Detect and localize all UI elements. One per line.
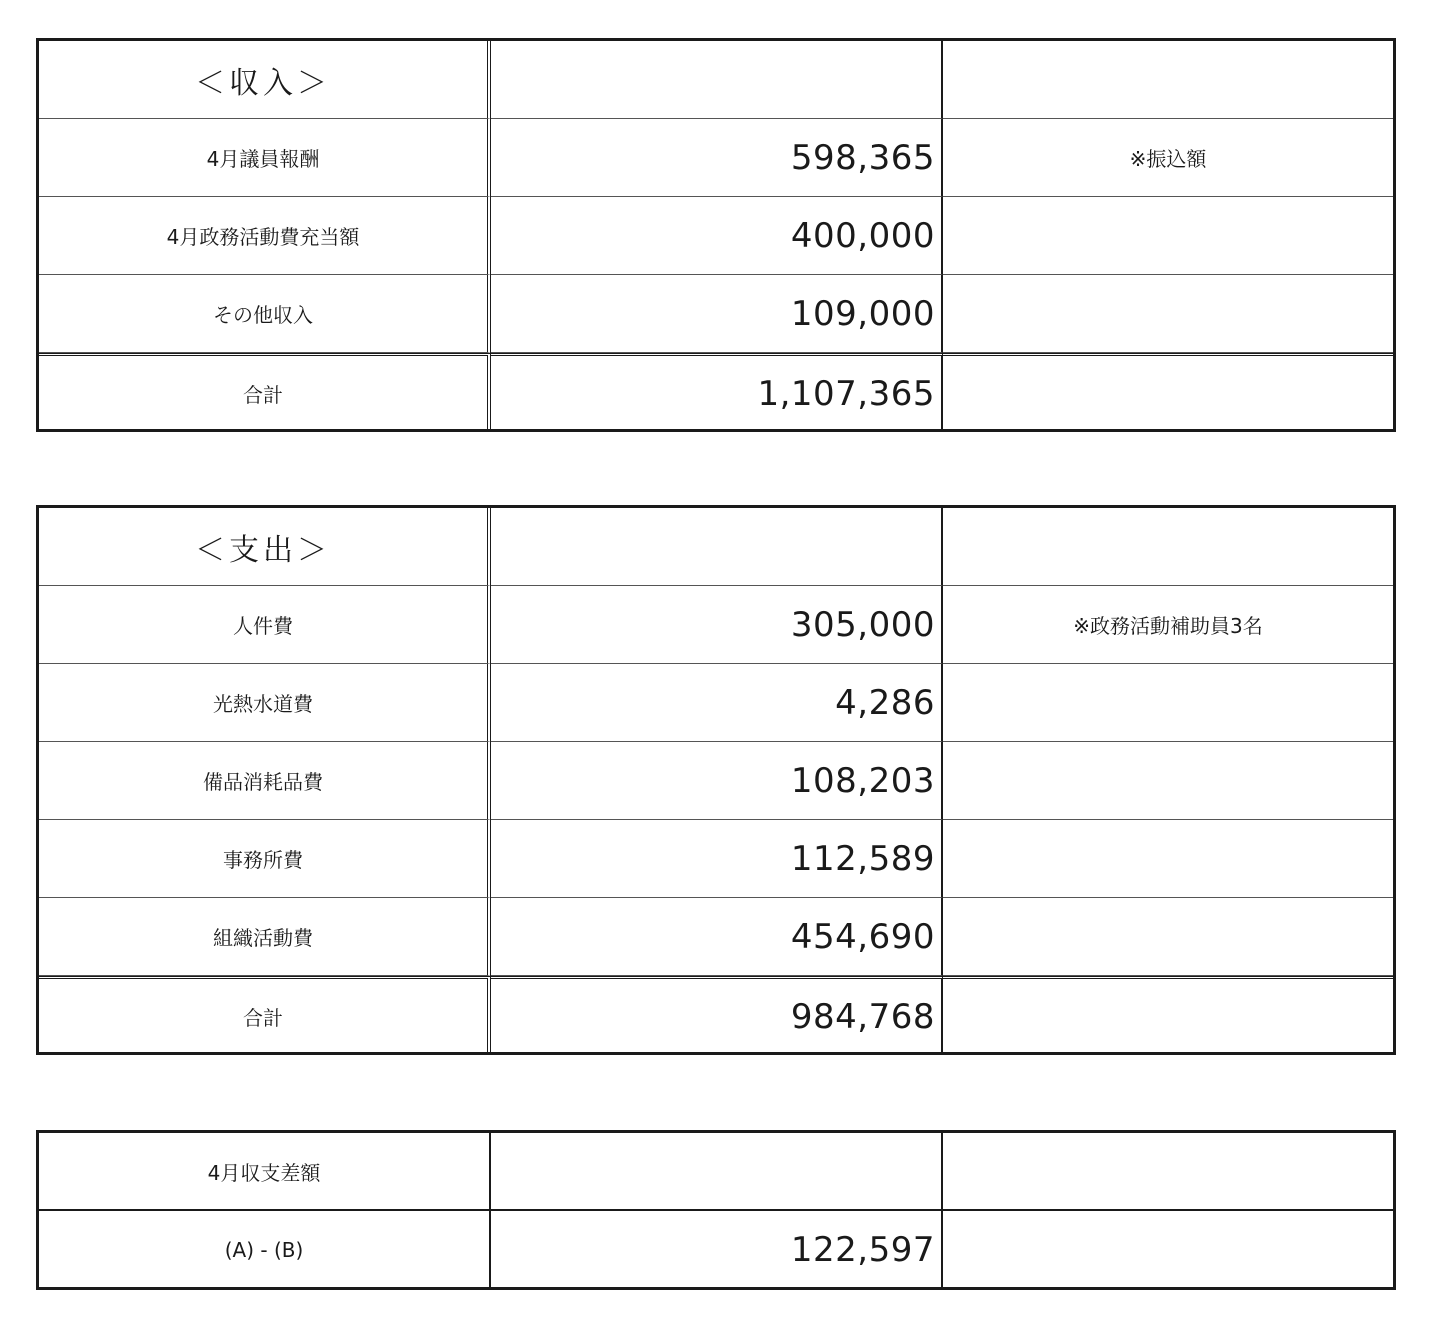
income-row-label: 4月政務活動費充当額 [39,197,491,275]
expense-row-note [943,898,1393,976]
income-row-note [943,197,1393,275]
expense-row-label: 事務所費 [39,820,491,898]
income-heading: ＜収入＞ [39,41,491,119]
balance-label: 4月収支差額 [39,1133,491,1211]
balance-formula: (A) - (B) [39,1211,491,1289]
income-heading-amount-cell [491,41,943,119]
expense-heading: ＜支出＞ [39,508,491,586]
balance-amount: 122,597 [491,1211,943,1289]
expense-row-amount: 112,589 [491,820,943,898]
expense-total-amount: 984,768 [491,976,943,1054]
balance-label-note-cell [943,1133,1393,1211]
expense-total-note [943,976,1393,1054]
income-total-amount: 1,107,365 [491,353,943,431]
balance-note-cell [943,1211,1393,1289]
expense-row-label: 組織活動費 [39,898,491,976]
expense-row-label: 備品消耗品費 [39,742,491,820]
expense-row-amount: 454,690 [491,898,943,976]
income-heading-note-cell [943,41,1393,119]
expense-heading-amount-cell [491,508,943,586]
income-table [36,38,1396,432]
expense-row-note: ※政務活動補助員3名 [943,586,1393,664]
income-total-note [943,353,1393,431]
income-row-amount: 109,000 [491,275,943,353]
expense-row-note [943,664,1393,742]
expense-table [36,505,1396,1055]
expense-row-label: 光熱水道費 [39,664,491,742]
balance-label-amount-cell [491,1133,943,1211]
expense-total-label: 合計 [39,976,491,1054]
expense-row-note [943,742,1393,820]
balance-table [36,1130,1396,1290]
income-row-label: 4月議員報酬 [39,119,491,197]
income-row-label: その他収入 [39,275,491,353]
income-total-label: 合計 [39,353,491,431]
expense-row-amount: 305,000 [491,586,943,664]
income-row-amount: 400,000 [491,197,943,275]
expense-row-amount: 4,286 [491,664,943,742]
income-row-note [943,275,1393,353]
income-row-note: ※振込額 [943,119,1393,197]
expense-row-label: 人件費 [39,586,491,664]
income-row-amount: 598,365 [491,119,943,197]
expense-row-note [943,820,1393,898]
expense-heading-note-cell [943,508,1393,586]
expense-row-amount: 108,203 [491,742,943,820]
